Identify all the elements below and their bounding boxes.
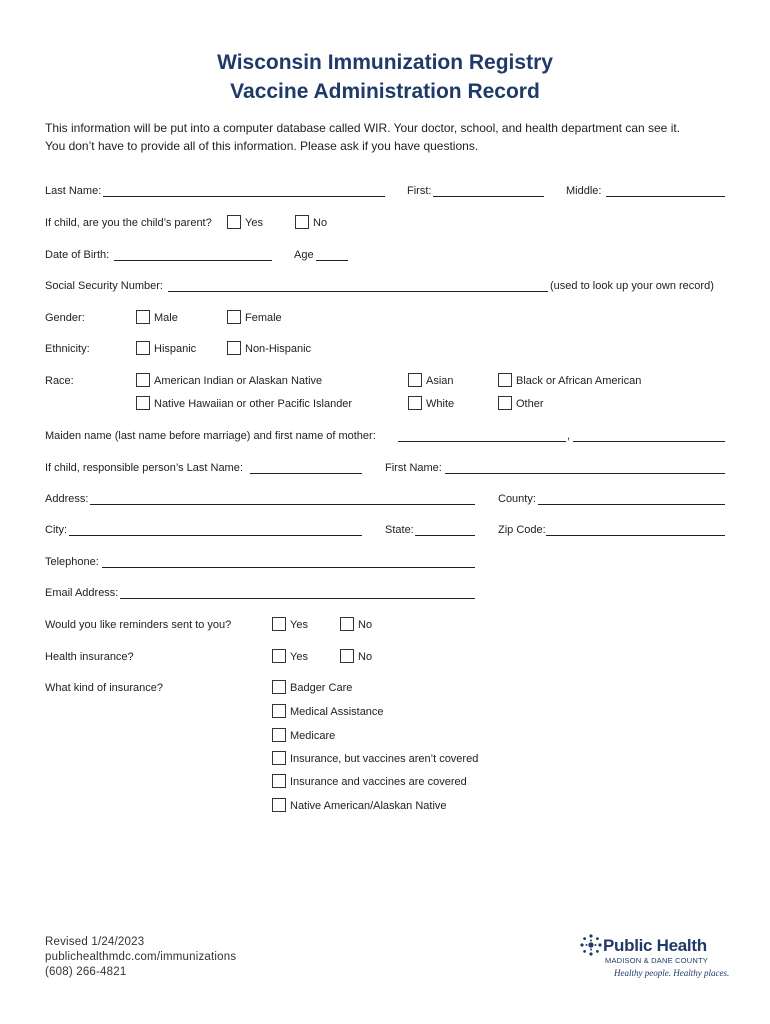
city-field[interactable] bbox=[69, 535, 362, 536]
insurance-badger-care-label: Badger Care bbox=[290, 682, 353, 694]
reminders-no-checkbox[interactable] bbox=[340, 617, 354, 631]
race-asian-checkbox[interactable] bbox=[408, 373, 422, 387]
dob-label: Date of Birth: bbox=[45, 249, 110, 261]
insurance-medical-assistance-label: Medical Assistance bbox=[290, 706, 384, 718]
ethnicity-hispanic-label: Hispanic bbox=[154, 343, 197, 355]
parent-yes-label: Yes bbox=[245, 217, 263, 229]
logo-name: Public Health bbox=[603, 936, 707, 955]
insurance-medical-assistance-checkbox[interactable] bbox=[272, 704, 286, 718]
form-title-line2: Vaccine Administration Record bbox=[230, 80, 540, 103]
parent-question-label: If child, are you the child’s parent? bbox=[45, 217, 212, 229]
responsible-first-name-field[interactable] bbox=[445, 473, 725, 474]
ssn-note: (used to look up your own record) bbox=[550, 280, 714, 292]
zip-code-field[interactable] bbox=[546, 535, 725, 536]
last-name-field[interactable] bbox=[103, 196, 385, 197]
footer-website: publichealthmdc.com/immunizations bbox=[45, 951, 237, 963]
form-title-line1: Wisconsin Immunization Registry bbox=[217, 51, 553, 74]
parent-no-checkbox[interactable] bbox=[295, 215, 309, 229]
race-white-checkbox[interactable] bbox=[408, 396, 422, 410]
responsible-last-name-label: If child, responsible person’s Last Name: bbox=[45, 462, 243, 474]
insurance-kind-label: What kind of insurance? bbox=[45, 682, 164, 694]
state-field[interactable] bbox=[415, 535, 475, 536]
insurance-native-american-label: Native American/Alaskan Native bbox=[290, 800, 447, 812]
race-black-checkbox[interactable] bbox=[498, 373, 512, 387]
insurance-covered-label: Insurance and vaccines are covered bbox=[290, 776, 467, 788]
email-field[interactable] bbox=[120, 598, 475, 599]
dob-field[interactable] bbox=[114, 260, 272, 261]
public-health-logo bbox=[576, 928, 736, 984]
race-label: Race: bbox=[45, 375, 74, 387]
insurance-medicare-checkbox[interactable] bbox=[272, 728, 286, 742]
gender-label: Gender: bbox=[45, 312, 85, 324]
ssn-label: Social Security Number: bbox=[45, 280, 163, 292]
mother-maiden-name-field[interactable] bbox=[398, 441, 566, 442]
insurance-native-american-checkbox[interactable] bbox=[272, 798, 286, 812]
gender-female-checkbox[interactable] bbox=[227, 310, 241, 324]
reminders-yes-label: Yes bbox=[290, 619, 308, 631]
race-other-checkbox[interactable] bbox=[498, 396, 512, 410]
age-field[interactable] bbox=[316, 260, 348, 261]
maiden-name-label: Maiden name (last name before marriage) and first name of mother: bbox=[45, 430, 376, 442]
middle-name-field[interactable] bbox=[606, 196, 725, 197]
telephone-field[interactable] bbox=[102, 567, 475, 568]
middle-name-label: Middle: bbox=[566, 185, 602, 197]
address-label: Address: bbox=[45, 493, 89, 505]
email-label: Email Address: bbox=[45, 587, 119, 599]
reminders-no-label: No bbox=[358, 619, 373, 631]
logo-tagline: Healthy people. Healthy places. bbox=[614, 968, 730, 978]
intro-line1: This information will be put into a computer database called WIR. Your doctor, school, and health department can see it. bbox=[45, 121, 681, 135]
maiden-comma: , bbox=[567, 430, 571, 442]
county-field[interactable] bbox=[538, 504, 725, 505]
first-name-field[interactable] bbox=[433, 196, 544, 197]
ethnicity-non-hispanic-checkbox[interactable] bbox=[227, 341, 241, 355]
gender-male-checkbox[interactable] bbox=[136, 310, 150, 324]
insurance-medicare-label: Medicare bbox=[290, 730, 336, 742]
intro-line2: You don’t have to provide all of this information. Please ask if you have questions. bbox=[45, 139, 479, 153]
gender-female-label: Female bbox=[245, 312, 282, 324]
race-other-label: Other bbox=[516, 398, 544, 410]
revised-date: Revised 1/24/2023 bbox=[45, 936, 145, 948]
insurance-not-covered-checkbox[interactable] bbox=[272, 751, 286, 765]
starburst-icon bbox=[578, 932, 604, 958]
county-label: County: bbox=[498, 493, 536, 505]
insurance-covered-checkbox[interactable] bbox=[272, 774, 286, 788]
race-white-label: White bbox=[426, 398, 455, 410]
age-label: Age bbox=[294, 249, 314, 261]
logo-subtitle: MADISON & DANE COUNTY bbox=[605, 956, 708, 965]
insurance-not-covered-label: Insurance, but vaccines aren’t covered bbox=[290, 753, 479, 765]
health-insurance-no-label: No bbox=[358, 651, 373, 663]
reminders-label: Would you like reminders sent to you? bbox=[45, 619, 232, 631]
city-label: City: bbox=[45, 524, 67, 536]
race-asian-label: Asian bbox=[426, 375, 454, 387]
zip-code-label: Zip Code: bbox=[498, 524, 546, 536]
gender-male-label: Male bbox=[154, 312, 178, 324]
race-black-label: Black or African American bbox=[516, 375, 642, 387]
health-insurance-yes-checkbox[interactable] bbox=[272, 649, 286, 663]
ssn-field[interactable] bbox=[168, 291, 548, 292]
footer-phone: (608) 266-4821 bbox=[45, 966, 127, 978]
health-insurance-no-checkbox[interactable] bbox=[340, 649, 354, 663]
health-insurance-yes-label: Yes bbox=[290, 651, 308, 663]
first-name-label: First: bbox=[407, 185, 432, 197]
parent-yes-checkbox[interactable] bbox=[227, 215, 241, 229]
race-american-indian-label: American Indian or Alaskan Native bbox=[154, 375, 323, 387]
parent-no-label: No bbox=[313, 217, 328, 229]
address-field[interactable] bbox=[90, 504, 475, 505]
responsible-first-name-label: First Name: bbox=[385, 462, 442, 474]
responsible-last-name-field[interactable] bbox=[250, 473, 362, 474]
ethnicity-hispanic-checkbox[interactable] bbox=[136, 341, 150, 355]
reminders-yes-checkbox[interactable] bbox=[272, 617, 286, 631]
last-name-label: Last Name: bbox=[45, 185, 102, 197]
ethnicity-label: Ethnicity: bbox=[45, 343, 90, 355]
health-insurance-label: Health insurance? bbox=[45, 651, 134, 663]
race-hawaiian-label: Native Hawaiian or other Pacific Islander bbox=[154, 398, 353, 410]
race-hawaiian-checkbox[interactable] bbox=[136, 396, 150, 410]
race-american-indian-checkbox[interactable] bbox=[136, 373, 150, 387]
state-label: State: bbox=[385, 524, 414, 536]
mother-first-name-field[interactable] bbox=[573, 441, 725, 442]
telephone-label: Telephone: bbox=[45, 556, 99, 568]
ethnicity-non-hispanic-label: Non-Hispanic bbox=[245, 343, 312, 355]
insurance-badger-care-checkbox[interactable] bbox=[272, 680, 286, 694]
